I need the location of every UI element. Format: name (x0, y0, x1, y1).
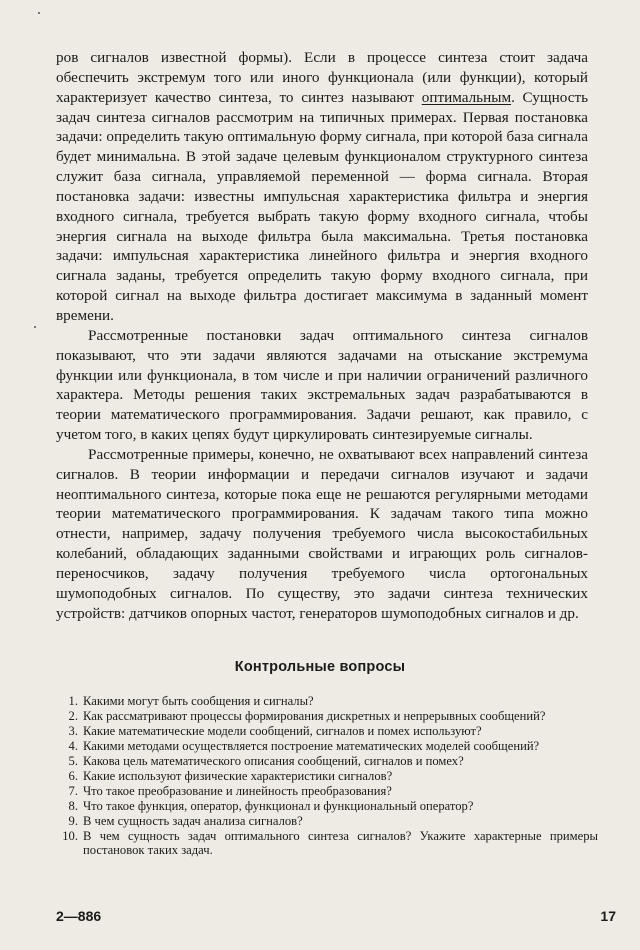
question-item (56, 694, 598, 709)
question-item (56, 739, 598, 754)
question-item (56, 829, 598, 858)
print-speck (34, 326, 36, 328)
question-item (56, 754, 598, 769)
question-item (56, 784, 598, 799)
question-item (56, 769, 598, 784)
question-number: 3. (68, 723, 78, 738)
question-text: Какими могут быть сообщения и сигналы? (83, 694, 314, 708)
paragraph-1-rest: . Сущность задач синтеза сигналов рассмотрим на типичных примерах. Первая постановка задачи: определить такую оптимальную форму сигнала, при которой база сигнала будет минимальна. В этой задаче целевым функционалом структурного синтеза служит база сигнала, управляемой переменной — форма сигнала. Вторая постановка задачи: известны импульсная характеристика фильтра и энергия входного сигнала, требуется выбрать такую форму входного сигнала, чтобы энергия сигнала на выходе фильтра была максимальна. Третья постановка задачи: импульсная характеристика линейного фильтра и энергия входного сигнала заданы, требуется определить такую форму входного сигнала, при которой сигнал на выходе фильтра достигает максимума в заданный момент времени. (56, 88, 589, 324)
question-number: 4. (68, 738, 78, 753)
paragraph-1 (56, 48, 588, 326)
paragraph-1-start: ров сигналов известной формы). Если в процессе синтеза стоит задача обеспечить экстремум того или иного функционала (или функции), который характеризует качество синтеза, то синтез называют (56, 49, 588, 106)
question-number: 7. (68, 783, 78, 798)
question-item (56, 724, 598, 739)
question-text: Какие математические модели сообщений, сигналов и помех используют? (83, 723, 482, 738)
question-number: 1. (68, 694, 78, 708)
question-text: Какими методами осуществляется построение математических моделей сообщений? (83, 738, 540, 753)
question-number: 2. (68, 708, 78, 723)
question-number: 5. (68, 753, 78, 768)
question-text: В чем сущность задач оптимального синтеза сигналов? Укажите характерные примеры постановок таких задач. (83, 828, 598, 858)
page-number: 17 (600, 908, 616, 924)
paragraph-3: Рассмотренные примеры, конечно, не охватывают всех направлений синтеза сигналов. В теории информации и передачи сигналов изучают и задачи неоптимального синтеза, которые пока еще не решаются регулярными методами теории математического программирования. К задачам такого типа можно отнести, например, задачу получения требуемого числа высокостабильных колебаний, обладающих заданными свойствами и играющих роль сигналов-переносчиков, задачу получения требуемого числа ортогональных шумоподобных сигналов. По существу, это задачи синтеза технических устройств: датчиков опорных частот, генераторов шумоподобных сигналов и др. (56, 445, 588, 622)
question-number: 6. (68, 768, 78, 783)
questions-list (56, 694, 598, 858)
section-heading: Контрольные вопросы (234, 659, 406, 675)
question-item (56, 799, 598, 814)
question-text: Какова цель математического описания сообщений, сигналов и помех? (83, 753, 464, 768)
question-number: 8. (68, 798, 78, 813)
question-number: 9. (68, 813, 78, 828)
underlined-term: оптимальным (421, 88, 512, 106)
print-speck (38, 12, 40, 14)
question-item (56, 814, 598, 829)
paragraph-2: Рассмотренные постановки задач оптимального синтеза сигналов показывают, что эти задачи являются задачами на отыскание экстремума функции или функционала, в том числе и при наличии ограничений различного характера. Методы решения таких экстремальных задач разрабатываются в теории математического программирования. Задачи решают, как правило, с учетом того, в каких цепях будут циркулировать синтезируемые сигналы. (56, 326, 588, 444)
question-number: 10. (62, 828, 78, 843)
printer-signature: 2—886 (56, 908, 102, 924)
question-text: Что такое функция, оператор, функционал и функциональный оператор? (83, 798, 474, 813)
question-item (56, 709, 598, 724)
question-text: Как рассматривают процессы формирования дискретных и непрерывных сообщений? (83, 708, 546, 723)
question-text: Какие используют физические характеристики сигналов? (83, 768, 393, 783)
question-text: В чем сущность задач анализа сигналов? (83, 813, 303, 828)
body-text (56, 48, 588, 623)
question-text: Что такое преобразование и линейность преобразования? (83, 783, 392, 798)
